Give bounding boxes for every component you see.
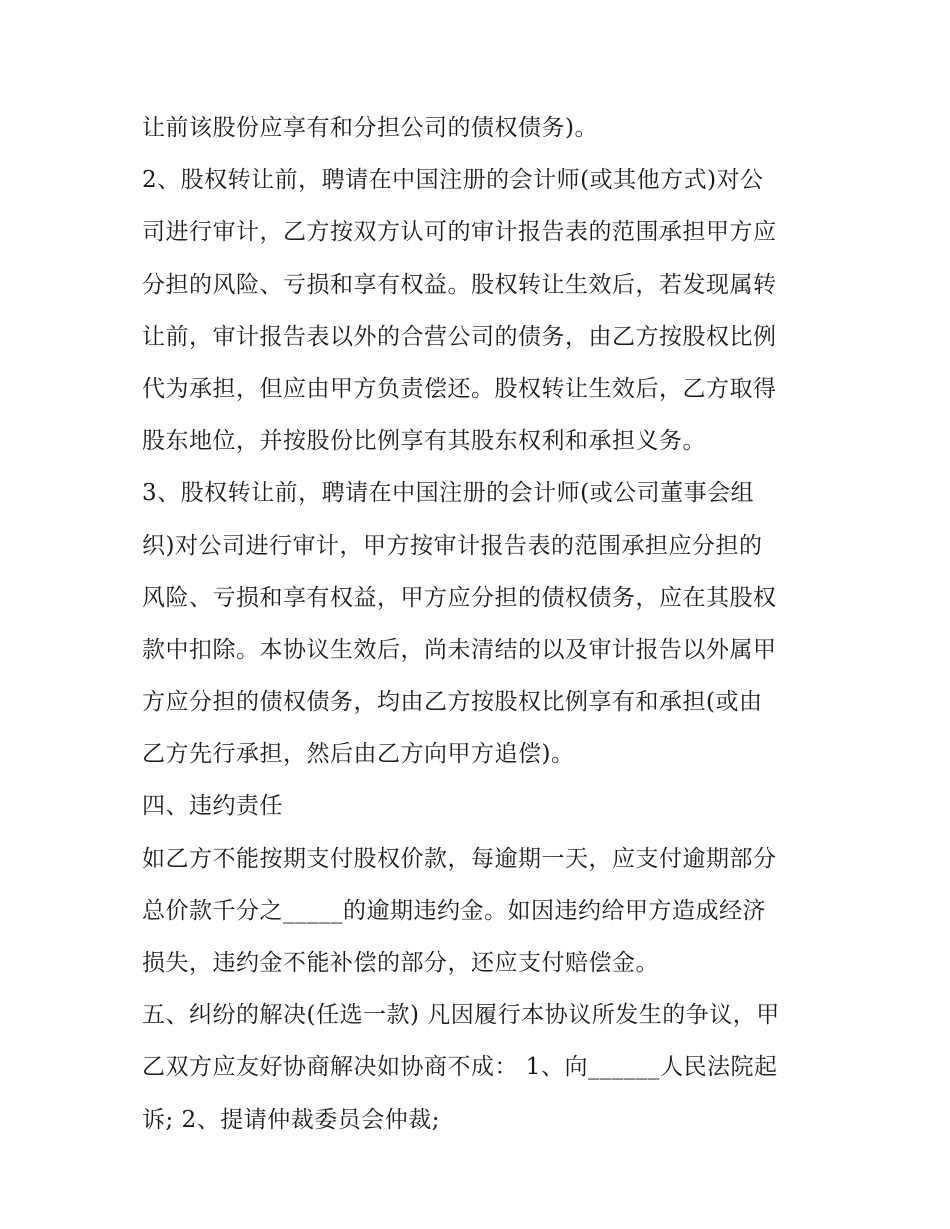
text-line: 方应分担的债权债务，均由乙方按股权比例享有和承担(或由 <box>142 689 763 716</box>
text-line: 让前，审计报告表以外的合营公司的债务，由乙方按股权比例 <box>142 323 777 350</box>
text-line: 乙双方应友好协商解决如协商不成： 1、向______人民法院起 <box>142 1054 778 1081</box>
text-line: 司进行审计，乙方按双方认可的审计报告表的范围承担甲方应 <box>142 219 777 246</box>
text-line: 款中扣除。本协议生效后，尚未清结的以及审计报告以外属甲 <box>142 636 777 663</box>
text-line: 五、纠纷的解决(任选一款) 凡因履行本协议所发生的争议，甲 <box>142 1002 780 1029</box>
document-body <box>142 102 822 1146</box>
text-line: 风险、亏损和享有权益，甲方应分担的债权债务，应在其股权 <box>142 584 777 611</box>
text-line: 让前该股份应享有和分担公司的债权债务)。 <box>142 115 598 141</box>
text-line: 股东地位，并按股份比例享有其股东权利和承担义务。 <box>142 428 706 455</box>
text-line: 诉; 2、提请仲裁委员会仲裁; <box>142 1106 440 1133</box>
text-line: 分担的风险、亏损和享有权益。股权转让生效后，若发现属转 <box>142 271 777 298</box>
text-line: 乙方先行承担，然后由乙方向甲方追偿)。 <box>142 741 575 768</box>
text-line: 如乙方不能按期支付股权价款，每逾期一天，应支付逾期部分 <box>142 845 777 872</box>
text-line: 3、股权转让前，聘请在中国注册的会计师(或公司董事会组 <box>142 480 755 507</box>
text-line: 2、股权转让前，聘请在中国注册的会计师(或其他方式)对公 <box>142 167 764 194</box>
text-line: 损失，违约金不能补偿的部分，还应支付赔偿金。 <box>142 950 659 976</box>
text-line: 织)对公司进行审计，甲方按审计报告表的范围承担应分担的 <box>142 532 763 559</box>
section-heading: 四、违约责任 <box>142 793 283 820</box>
text-line: 代为承担，但应由甲方负责偿还。股权转让生效后，乙方取得 <box>142 375 777 402</box>
text-line: 总价款千分之_____的逾期违约金。如因违约给甲方造成经济 <box>142 897 766 924</box>
